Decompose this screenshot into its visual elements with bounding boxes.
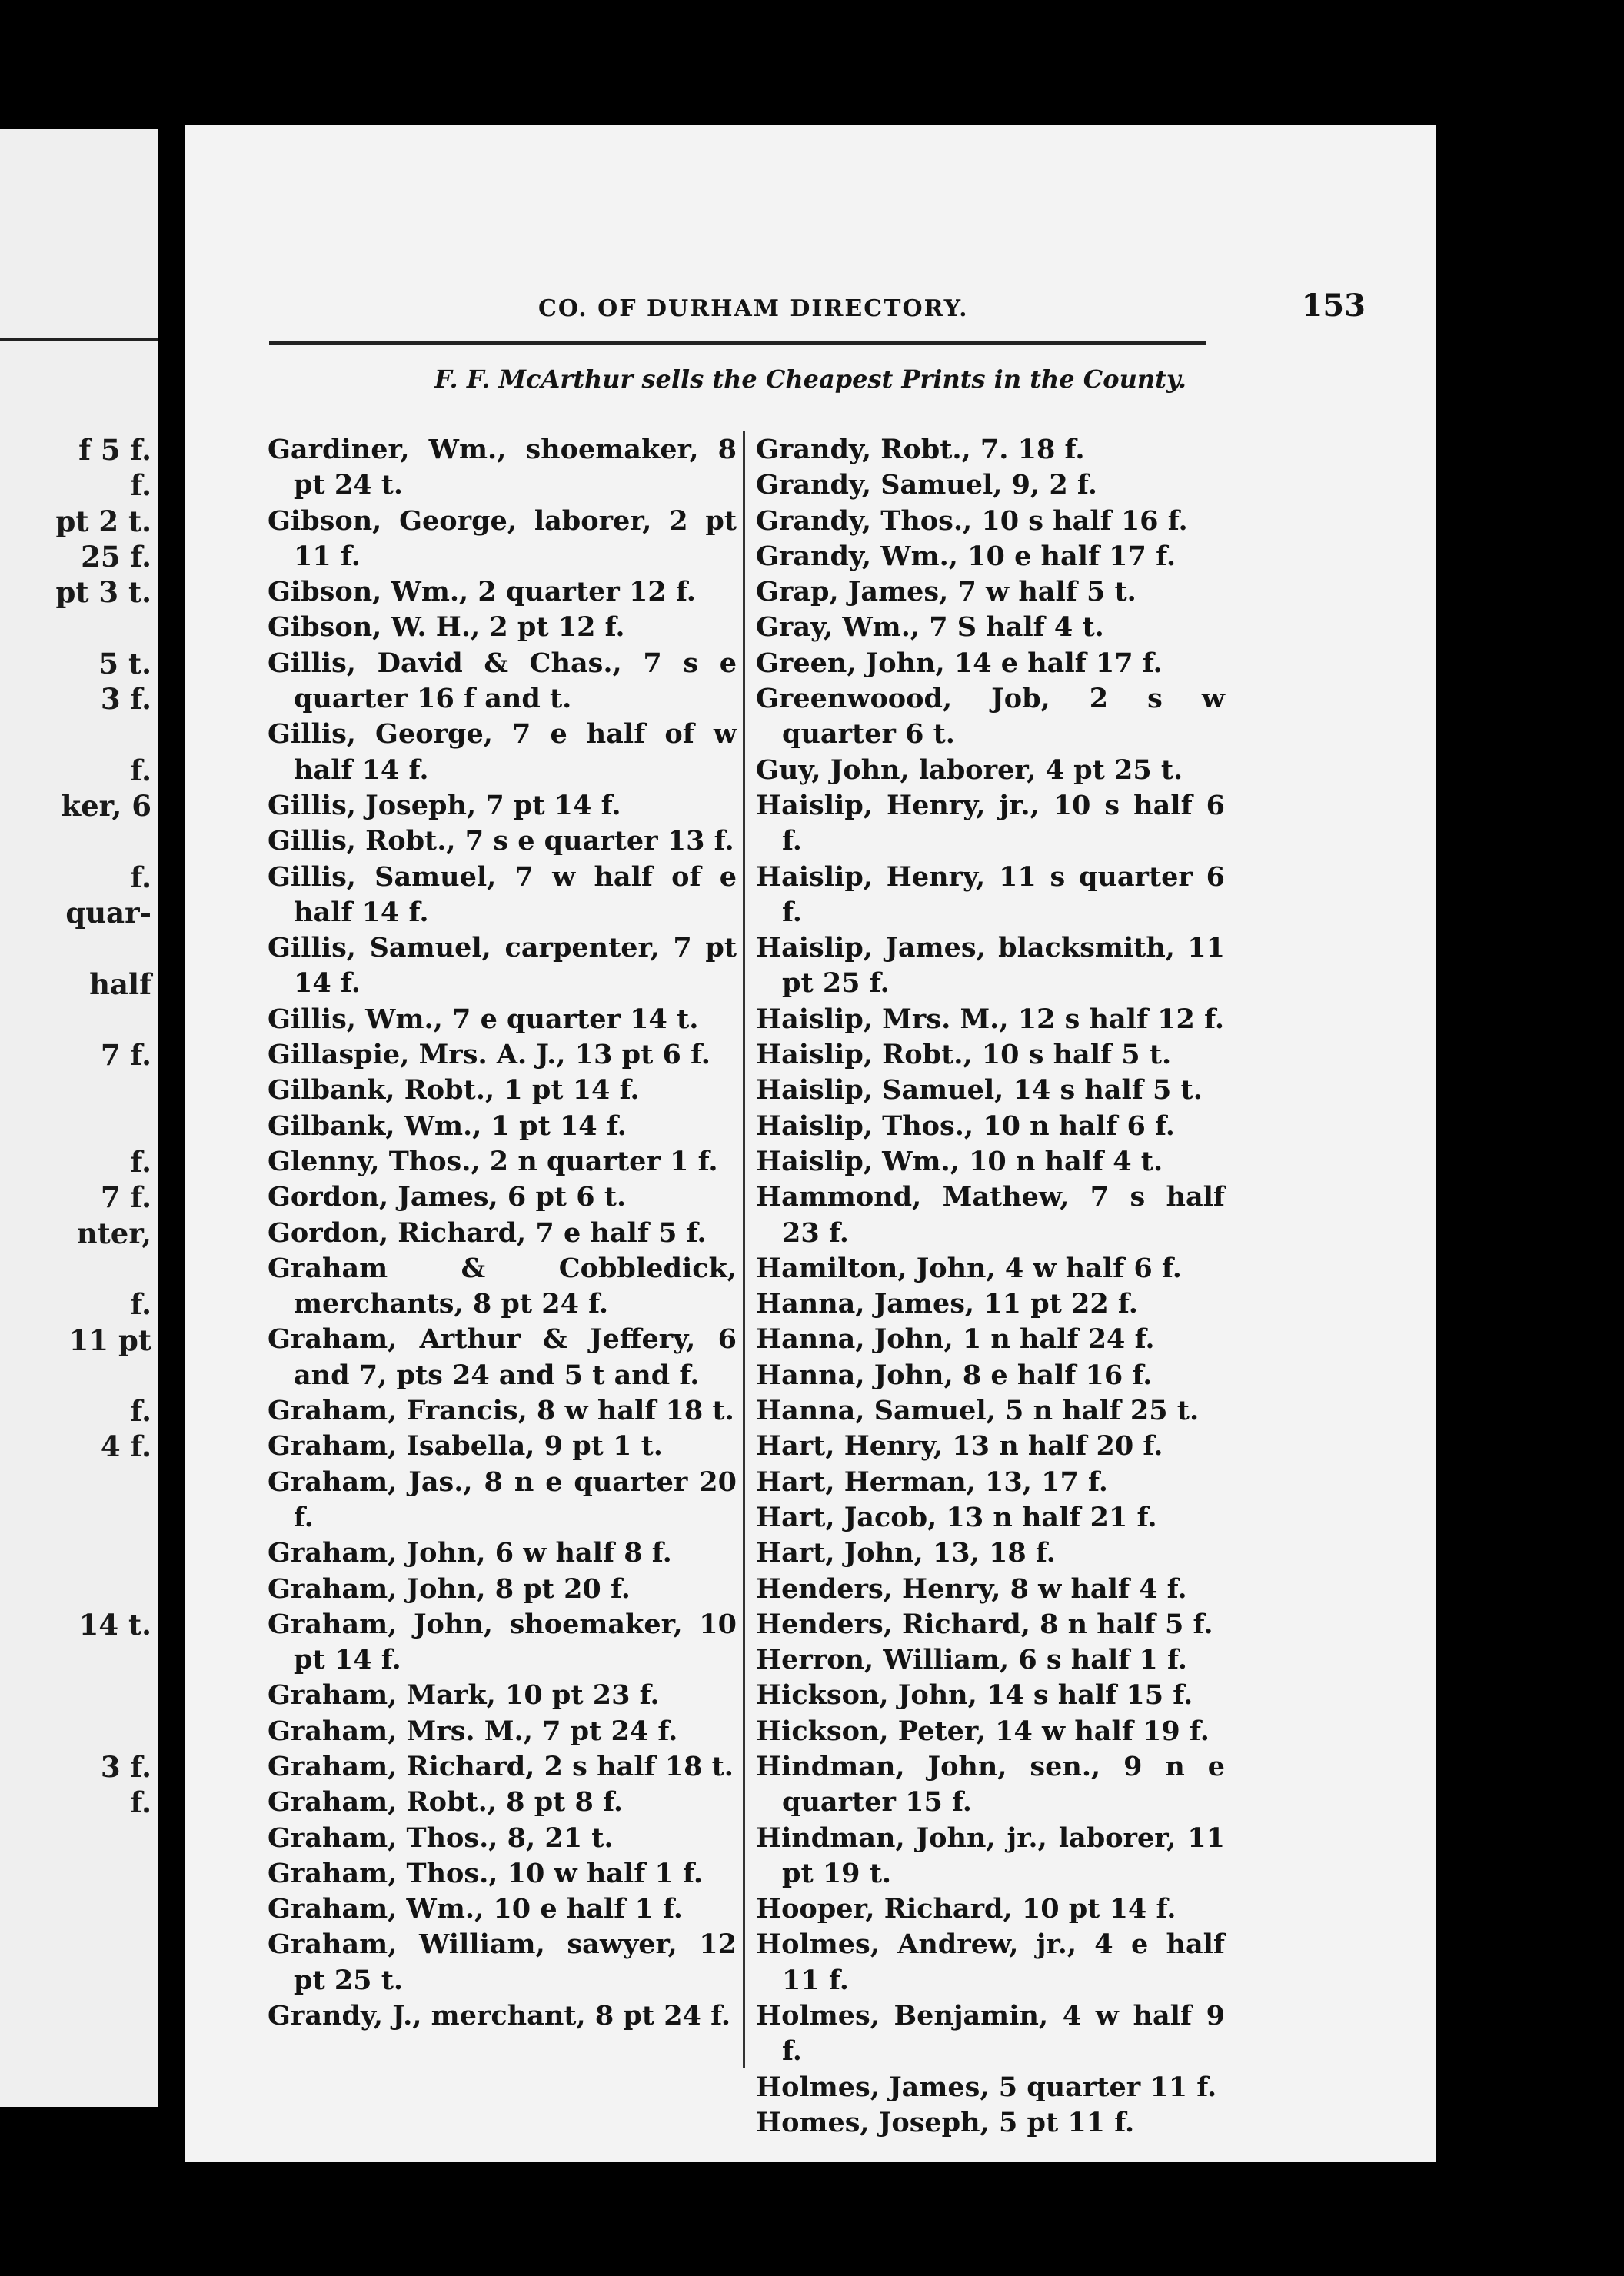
directory-entry: Gillis, Robt., 7 s e quarter 13 f. (268, 825, 734, 857)
previous-page-line: pt 3 t. (55, 575, 151, 610)
directory-entry: Gardiner, Wm., shoemaker, 8 pt 24 t. (268, 434, 737, 501)
previous-page-line: f. (130, 468, 151, 503)
directory-entry: Hammond, Mathew, 7 s half 23 f. (756, 1181, 1225, 1249)
advertisement-line: F. F. McArthur sells the Cheapest Prints in the County. (434, 364, 1186, 394)
directory-entry: Herron, William, 6 s half 1 f. (756, 1644, 1187, 1676)
previous-page-line: f 5 f. (78, 433, 151, 467)
previous-page-line: 4 f. (100, 1429, 151, 1464)
directory-entry: Gillis, Samuel, carpenter, 7 pt 14 f. (268, 932, 737, 1000)
directory-entry: Hanna, James, 11 pt 22 f. (756, 1288, 1138, 1320)
directory-entry: Gillis, David & Chas., 7 s e quarter 16 f and t. (268, 647, 737, 715)
directory-entry: Holmes, Andrew, jr., 4 e half 11 f. (756, 1928, 1225, 1996)
directory-page (185, 125, 1436, 2162)
directory-entry: Gray, Wm., 7 S half 4 t. (756, 611, 1104, 644)
directory-entry: Graham, Thos., 8, 21 t. (268, 1822, 614, 1854)
directory-entry: Hart, Herman, 13, 17 f. (756, 1466, 1108, 1498)
directory-entry: Gillis, Joseph, 7 pt 14 f. (268, 789, 621, 821)
running-head: CO. OF DURHAM DIRECTORY. (538, 295, 969, 322)
right-column (756, 432, 1225, 2141)
header-rule (269, 341, 1206, 345)
previous-page-edge (0, 129, 158, 2107)
directory-entry: Greenwoood, Job, 2 s w quarter 6 t. (756, 683, 1225, 750)
directory-entry: Graham, John, 6 w half 8 f. (268, 1537, 672, 1569)
directory-entry: Holmes, James, 5 quarter 11 f. (756, 2071, 1217, 2103)
directory-entry: Gibson, George, laborer, 2 pt 11 f. (268, 504, 737, 572)
directory-entry: Henders, Richard, 8 n half 5 f. (756, 1608, 1213, 1640)
directory-entry: Holmes, Benjamin, 4 w half 9 f. (756, 2000, 1225, 2068)
directory-entry: Hickson, Peter, 14 w half 19 f. (756, 1715, 1210, 1747)
previous-page-line: 11 pt (68, 1323, 151, 1357)
directory-entry: Gillis, George, 7 e half of w half 14 f. (268, 718, 737, 786)
previous-page-line: nter, (76, 1216, 151, 1250)
directory-entry: Grandy, J., merchant, 8 pt 24 f. (268, 2000, 731, 2032)
directory-entry: Hooper, Richard, 10 pt 14 f. (756, 1893, 1176, 1925)
directory-entry: Gilbank, Wm., 1 pt 14 f. (268, 1110, 627, 1142)
directory-entry: Hickson, John, 14 s half 15 f. (756, 1679, 1193, 1712)
directory-entry: Graham, Arthur & Jeffery, 6 and 7, pts 24 and 5 t and f. (268, 1323, 737, 1391)
directory-entry: Graham, Mark, 10 pt 23 f. (268, 1679, 660, 1712)
directory-entry: Hart, Henry, 13 n half 20 f. (756, 1430, 1163, 1462)
previous-page-line: 3 f. (100, 1750, 151, 1785)
directory-entry: Graham, Robt., 8 pt 8 f. (268, 1786, 624, 1818)
directory-entry: Haislip, Samuel, 14 s half 5 t. (756, 1074, 1203, 1106)
directory-entry: Homes, Joseph, 5 pt 11 f. (756, 2106, 1135, 2138)
directory-entry: Haislip, Robt., 10 s half 5 t. (756, 1039, 1172, 1071)
previous-page-line: 14 t. (78, 1607, 151, 1642)
directory-entry: Grandy, Samuel, 9, 2 f. (756, 469, 1097, 501)
directory-entry: Gilbank, Robt., 1 pt 14 f. (268, 1074, 640, 1106)
directory-entry: Gibson, W. H., 2 pt 12 f. (268, 611, 625, 644)
directory-entry: Hindman, John, sen., 9 n e quarter 15 f. (756, 1750, 1225, 1818)
directory-entry: Graham, Mrs. M., 7 pt 24 f. (268, 1715, 678, 1747)
directory-entry: Haislip, Mrs. M., 12 s half 12 f. (756, 1003, 1225, 1035)
directory-entry: Graham, Richard, 2 s half 18 t. (268, 1750, 734, 1782)
previous-page-line: ker, 6 (61, 789, 151, 823)
directory-entry: Gibson, Wm., 2 quarter 12 f. (268, 576, 696, 608)
directory-entry: Grandy, Thos., 10 s half 16 f. (756, 504, 1188, 537)
directory-entry: Gillis, Wm., 7 e quarter 14 t. (268, 1003, 699, 1035)
previous-page-rule (0, 338, 158, 341)
previous-page-line: 7 f. (100, 1180, 151, 1215)
directory-entry: Graham, William, sawyer, 12 pt 25 t. (268, 1928, 737, 1996)
directory-entry: Henders, Henry, 8 w half 4 f. (756, 1572, 1187, 1605)
directory-entry: Graham, Wm., 10 e half 1 f. (268, 1893, 683, 1925)
directory-entry: Hamilton, John, 4 w half 6 f. (756, 1252, 1182, 1284)
previous-page-line: 7 f. (100, 1038, 151, 1073)
previous-page-line: f. (130, 860, 151, 894)
previous-page-line: f. (130, 1287, 151, 1322)
directory-entry: Grandy, Robt., 7. 18 f. (756, 434, 1085, 465)
directory-entry: Hanna, John, 8 e half 16 f. (756, 1359, 1153, 1391)
directory-entry: Hanna, Samuel, 5 n half 25 t. (756, 1395, 1200, 1427)
directory-entry: Graham, Thos., 10 w half 1 f. (268, 1857, 704, 1889)
previous-page-line: pt 2 t. (55, 504, 151, 538)
directory-entry: Hart, John, 13, 18 f. (756, 1537, 1056, 1569)
directory-entry: Graham & Cobbledick, merchants, 8 pt 24 f. (268, 1252, 737, 1320)
previous-page-line: 25 f. (81, 539, 151, 574)
previous-page-line: f. (130, 753, 151, 787)
directory-entry: Haislip, Henry, jr., 10 s half 6 f. (756, 789, 1225, 857)
directory-entry: Guy, John, laborer, 4 pt 25 t. (756, 754, 1183, 786)
page-number: 153 (1301, 288, 1366, 324)
directory-entry: Grandy, Wm., 10 e half 17 f. (756, 540, 1176, 572)
directory-entry: Hindman, John, jr., laborer, 11 pt 19 t. (756, 1822, 1225, 1889)
previous-page-line: half (89, 967, 151, 1001)
previous-page-line: f. (130, 1785, 151, 1820)
directory-entry: Glenny, Thos., 2 n quarter 1 f. (268, 1145, 718, 1177)
directory-entry: Gordon, James, 6 pt 6 t. (268, 1181, 627, 1213)
directory-entry: Gillis, Samuel, 7 w half of e half 14 f. (268, 860, 737, 928)
directory-entry: Graham, John, 8 pt 20 f. (268, 1572, 631, 1605)
directory-entry: Gillaspie, Mrs. A. J., 13 pt 6 f. (268, 1039, 710, 1071)
directory-entry: Gordon, Richard, 7 e half 5 f. (268, 1216, 707, 1249)
previous-page-line: f. (130, 1394, 151, 1429)
directory-entry: Graham, Isabella, 9 pt 1 t. (268, 1430, 663, 1462)
previous-page-line: quar- (65, 895, 151, 930)
directory-entry: Hart, Jacob, 13 n half 21 f. (756, 1501, 1157, 1533)
column-divider (743, 431, 745, 2068)
directory-entry: Green, John, 14 e half 17 f. (756, 647, 1163, 679)
previous-page-line: 5 t. (98, 646, 151, 680)
directory-entry: Grap, James, 7 w half 5 t. (756, 576, 1136, 608)
left-column (268, 432, 737, 2034)
directory-entry: Graham, Francis, 8 w half 18 t. (268, 1395, 734, 1427)
directory-entry: Haislip, Henry, 11 s quarter 6 f. (756, 860, 1225, 928)
directory-entry: Haislip, Wm., 10 n half 4 t. (756, 1145, 1163, 1177)
directory-entry: Haislip, Thos., 10 n half 6 f. (756, 1110, 1175, 1142)
directory-entry: Graham, Jas., 8 n e quarter 20 f. (268, 1466, 737, 1533)
previous-page-line: f. (130, 1145, 151, 1179)
directory-entry: Hanna, John, 1 n half 24 f. (756, 1323, 1155, 1356)
directory-entry: Haislip, James, blacksmith, 11 pt 25 f. (756, 932, 1225, 1000)
directory-entry: Graham, John, shoemaker, 10 pt 14 f. (268, 1608, 737, 1676)
previous-page-line: 3 f. (100, 682, 151, 717)
